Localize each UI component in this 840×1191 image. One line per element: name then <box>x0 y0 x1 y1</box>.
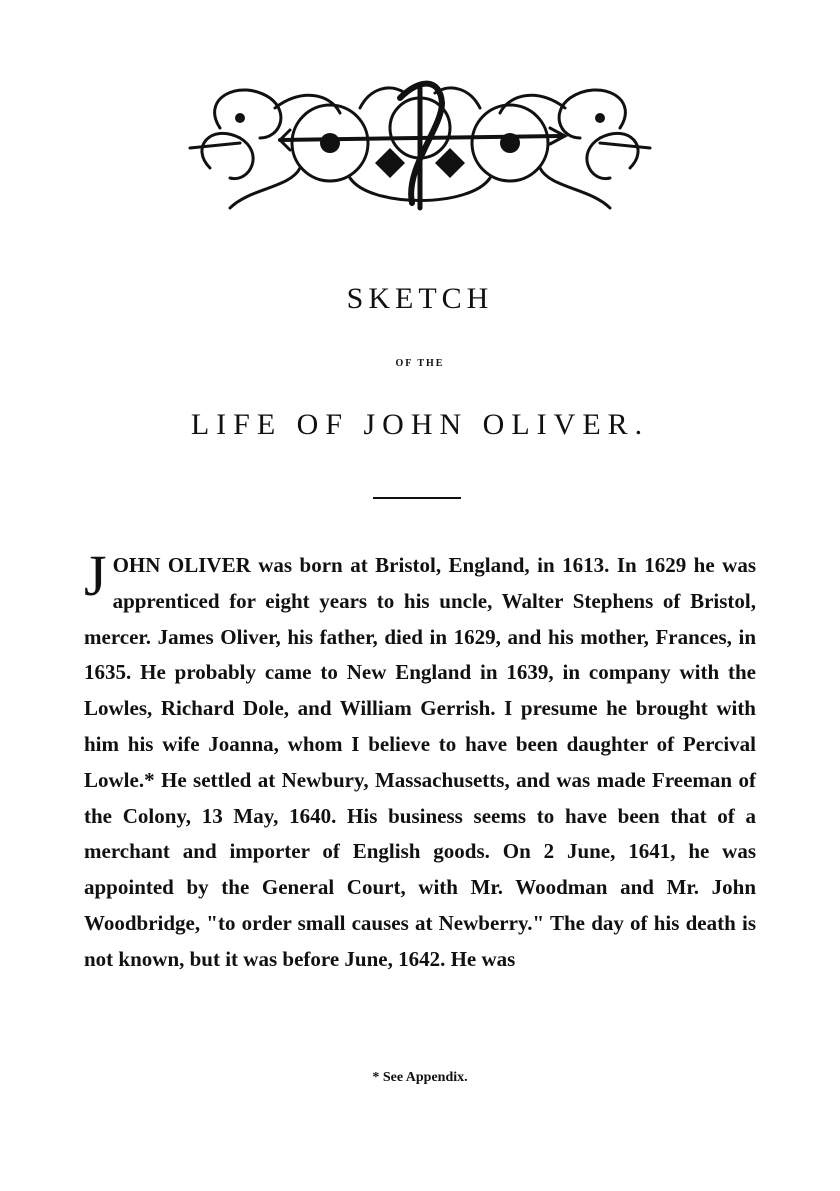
drop-cap: J <box>84 543 107 608</box>
footnote: * See Appendix. <box>372 1070 468 1085</box>
title-connector: OF THE <box>395 358 445 369</box>
page-subtitle: LIFE OF JOHN OLIVER. <box>190 408 650 441</box>
page-title: SKETCH <box>346 282 494 315</box>
paragraph-text: OHN OLIVER was born at Bristol, England, in 1613. In 1629 he was apprenticed for eight years to his uncle, Walter Stephens of Bristol, mercer. James Oliver, his father, died in 1629, and his mother, Frances, in 1635. He probably came to New England in 1639, in company with the Lowles, Richard Dole, and William Gerrish. I presume he brought with him his wife Joanna, whom I believe to have been daughter of Percival Lowle.* He settled at Newbury, Massachusetts, and was made Freeman of the Colony, 13 May, 1640. His business seems to have been that of a merchant and importer of English goods. On 2 June, 1641, he was appointed by the General Court, with Mr. Woodman and Mr. John Woodbridge, "to order small causes at Newberry." The day of his death is not known, but it was before June, 1642. He was <box>84 553 756 971</box>
section-divider <box>373 497 461 499</box>
body-paragraph <box>84 543 756 978</box>
decorative-ornament-headpiece <box>180 68 660 216</box>
